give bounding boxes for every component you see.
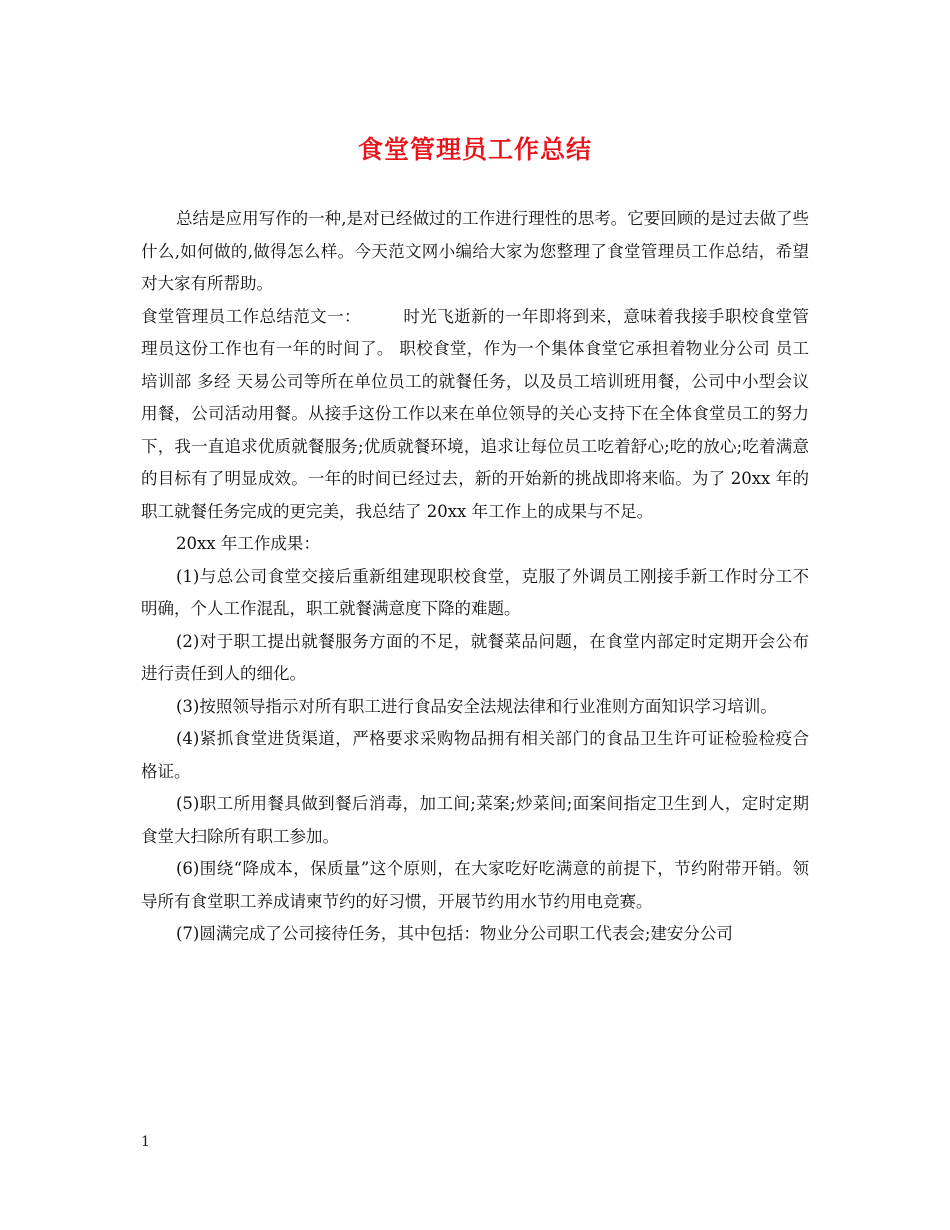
document-title: 食堂管理员工作总结 — [357, 135, 592, 164]
document-body — [141, 203, 809, 951]
list-item: (4)紧抓食堂进货渠道，严格要求采购物品拥有相关部门的食品卫生许可证检验检疫合格证。 — [141, 729, 809, 781]
list-item: (1)与总公司食堂交接后重新组建现职校食堂，克服了外调员工刚接手新工作时分工不明确，个人工作混乱，职工就餐满意度下降的难题。 — [141, 566, 809, 618]
sample-paragraph: 食堂管理员工作总结范文一： 时光飞逝新的一年即将到来，意味着我接手职校食堂管理员这份工作也有一年的时间了。 职校食堂，作为一个集体食堂它承担着物业分公司 员工培训部 多经 天易公司等所在单位员工的就餐任务，以及员工培训班用餐，公司中小型会议用餐，公司活动用餐。从接手这份工作以来在单位领导的关心支持下在全体食堂员工的努力下，我一直追求优质就餐服务;优质就餐环境，追求让每位员工吃着舒心;吃的放心;吃着满意的目标有了明显成效。一年的时间已经过去，新的开始新的挑战即将来临。为了 20xx 年的职工就餐任务完成的更完美，我总结了 20xx 年工作上的成果与不足。 — [141, 306, 809, 521]
achievements-heading: 20xx 年工作成果： — [176, 534, 320, 553]
page-number: 1 — [141, 1134, 150, 1150]
list-item: (7)圆满完成了公司接待任务，其中包括：物业分公司职工代表会;建安分公司 — [176, 924, 733, 943]
intro-paragraph: 总结是应用写作的一种,是对已经做过的工作进行理性的思考。它要回顾的是过去做了些什么,如何做的,做得怎么样。今天范文网小编给大家为您整理了食堂管理员工作总结，希望对大家有所帮助。 — [141, 209, 809, 293]
list-item: (3)按照领导指示对所有职工进行食品安全法规法律和行业准则方面知识学习培训。 — [176, 696, 777, 716]
list-item: (2)对于职工提出就餐服务方面的不足，就餐菜品问题，在食堂内部定时定期开会公布 进行责任到人的细化。 — [141, 631, 809, 683]
list-item: (5)职工所用餐具做到餐后消毒，加工间;菜案;炒菜间;面案间指定卫生到人，定时定期食堂大扫除所有职工参加。 — [141, 794, 809, 846]
list-item: (6)围绕“降成本，保质量”这个原则，在大家吃好吃满意的前提下，节约附带开销。领导所有食堂职工养成请柬节约的好习惯，开展节约用水节约用电竞赛。 — [141, 859, 809, 911]
